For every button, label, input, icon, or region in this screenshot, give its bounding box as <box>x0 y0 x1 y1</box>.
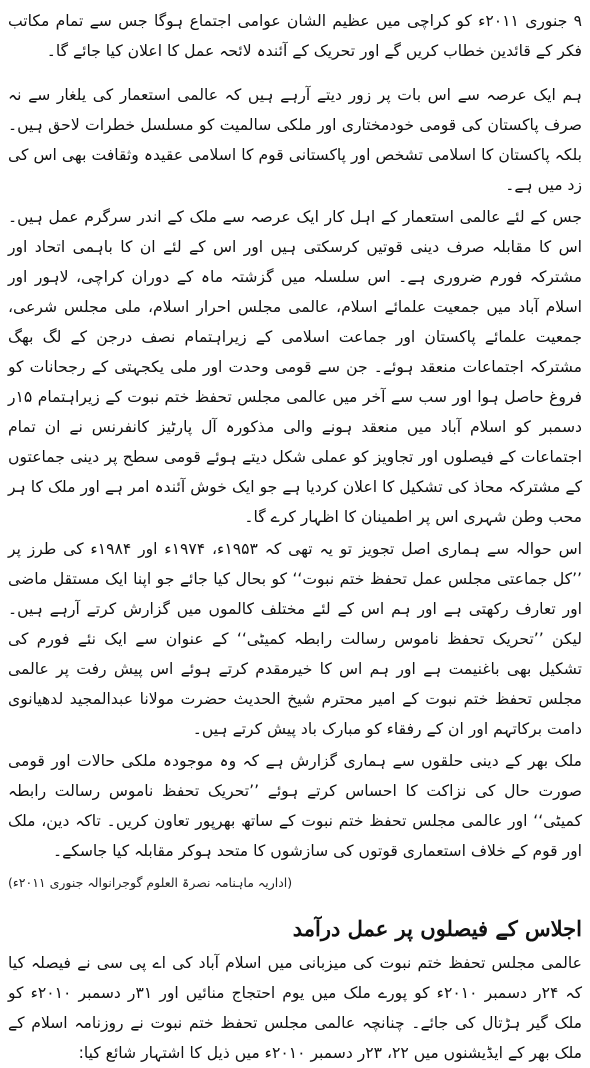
source-citation: (اداریہ ماہنامہ نصرۃ العلوم گوجرانوالہ جنوری ۲۰۱۱ء) <box>8 875 293 890</box>
paragraph-karachi-gathering: ۹ جنوری ۲۰۱۱ء کو کراچی میں عظیم الشان عوامی اجتماع ہوگا جس سے تمام مکاتب فکر کے قائدین خطاب کریں گے اور تحریک کے آئندہ لائحہ عمل کا اعلان کیا جائے گا۔ <box>8 12 582 60</box>
paragraph-imperialism: ہم ایک عرصہ سے اس بات پر زور دیتے آرہے ہیں کہ عالمی استعمار کی یلغار سے نہ صرف پاکستان کی قومی خودمختاری اور ملکی سالمیت کو مسلسل خطرات لاحق ہیں۔ بلکہ پاکستان کا اسلامی تشخص اور پاکستانی قوم کا اسلامی عقیدہ وثقافت بھی اس کی زد میں ہے۔ <box>8 86 582 194</box>
section-heading: اجلاس کے فیصلوں پر عمل درآمد <box>292 916 582 941</box>
paragraph-appeal: ملک بھر کے دینی حلقوں سے ہماری گزارش ہے کہ وہ موجودہ ملکی حالات اور قومی صورت حال کی نزاکت کا احساس کرتے ہوئے ’’تحریک تحفظ ناموس رسالت رابطہ کمیٹی‘‘ اور عالمی مجلس تحفظ ختم نبوت کے ساتھ بھرپور تعاون کریں۔ تاکہ دین، ملک اور قوم کے خلاف استعماری قوتوں کی سازشوں کا متحد ہوکر مقابلہ کیا جاسکے۔ <box>8 752 582 860</box>
paragraph-implementation: عالمی مجلس تحفظ ختم نبوت کی میزبانی میں اسلام آباد کی اے پی سی نے فیصلہ کیا کہ ۲۴ر دسمبر ۲۰۱۰ء کو پورے ملک میں یوم احتجاج منائیں اور ۳۱ر دسمبر ۲۰۱۰ء کو ملک گیر ہڑتال کی جائے۔ چنانچہ عالمی مجلس تحفظ ختم نبوت نے روزنامہ اسلام کے ملک بھر کے ایڈیشنوں میں ۲۲، ۲۳ر دسمبر ۲۰۱۰ء میں ذیل کا اشتہار شائع کیا: <box>8 954 582 1062</box>
paragraph-religious-forces: جس کے لئے عالمی استعمار کے اہل کار ایک عرصہ سے ملک کے اندر سرگرم عمل ہیں۔ اس کا مقابلہ صرف دینی قوتیں کرسکتی ہیں اور اس کے لئے ان کا باہمی اتحاد اور مشترکہ فورم ضروری ہے۔ اس سلسلہ میں گزشتہ ماہ کے دوران کراچی، لاہور اور اسلام آباد میں جمعیت علمائے اسلام، عالمی مجلس احرار اسلام، ملی مجلس شرعی، جمعیت علمائے پاکستان اور جماعت اسلامی کے زیراہتمام نصف درجن کے لگ بھگ مشترکہ اجتماعات منعقد ہوئے۔ جن سے قومی وحدت اور ملی یکجہتی کے رجحانات کو فروغ حاصل ہوا اور سب سے آخر میں عالمی مجلس تحفظ ختم نبوت کے زیراہتمام ۱۵ر دسمبر کو اسلام آباد میں منعقد ہونے والی مذکورہ آل پارٹیز کانفرنس نے ان تمام اجتماعات کے فیصلوں اور تجاویز کو عملی شکل دیتے ہوئے قومی سطح پر دینی جماعتوں کے مشترکہ محاذ کی تشکیل کا اعلان کردیا ہے جو ایک خوش آئندہ امر ہے اور ملک کا ہر محب وطن شہری اس پر اطمینان کا اظہار کرے گا۔ <box>8 208 582 526</box>
paragraph-proposal: اس حوالہ سے ہماری اصل تجویز تو یہ تھی کہ ۱۹۵۳ء، ۱۹۷۴ء اور ۱۹۸۴ء کی طرز پر ’’کل جماعتی مجلس عمل تحفظ ختم نبوت‘‘ کو بحال کیا جائے جو اپنا ایک مستقل ماضی اور تعارف رکھتی ہے اور ہم اس کے لئے مختلف کالموں میں گزارش کرتے آرہے ہیں۔ لیکن ’’تحریک تحفظ ناموس رسالت رابطہ کمیٹی‘‘ کے عنوان سے ایک نئے فورم کی تشکیل بھی باغنیمت ہے اور ہم اس کا خیرمقدم کرتے ہوئے اس پیش رفت پر عالمی مجلس تحفظ ختم نبوت کے امیر محترم شیخ الحدیث حضرت مولانا عبدالمجید لدھیانوی دامت برکاتہم اور ان کے رفقاء کو مبارک باد پیش کرتے ہیں۔ <box>8 540 583 738</box>
